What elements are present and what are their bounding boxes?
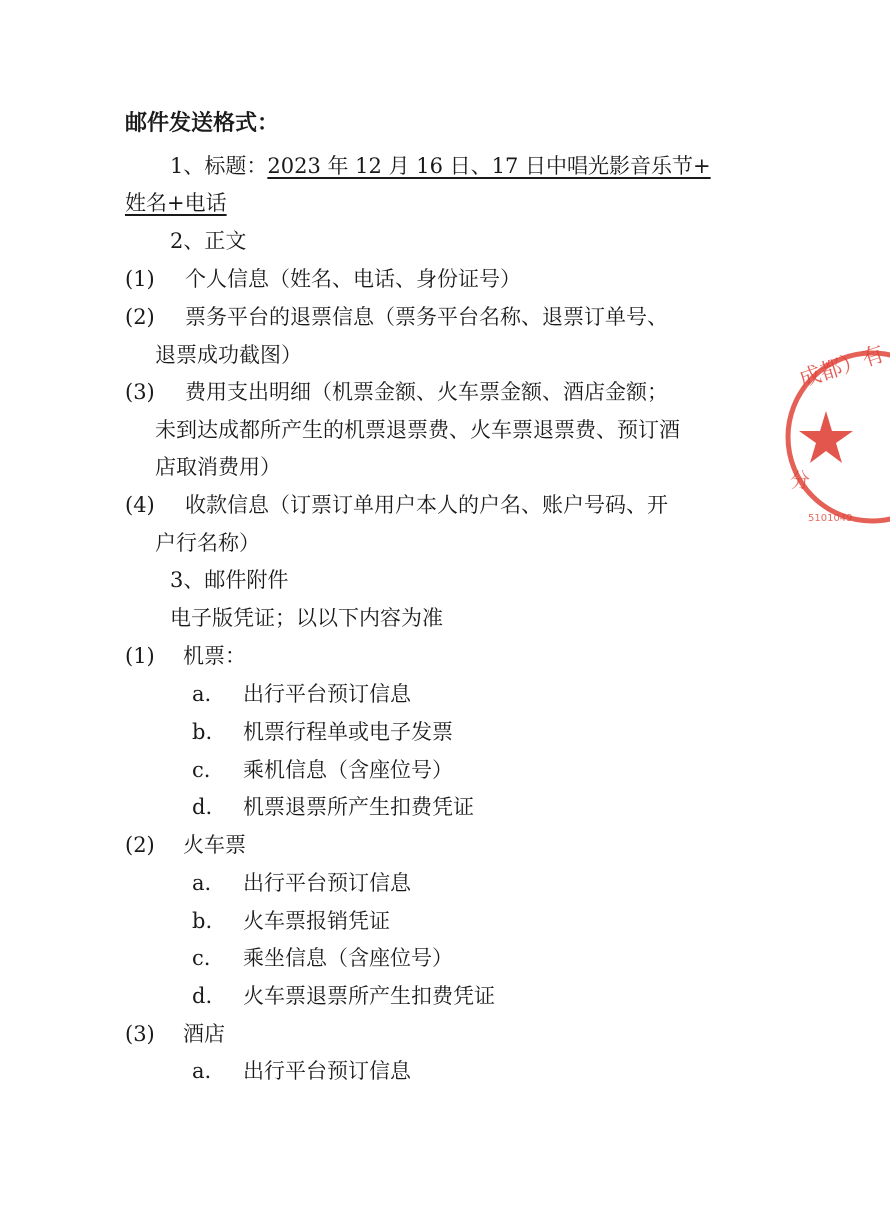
attach-group-2-item-b-text: 火车票报销凭证 (243, 909, 390, 933)
body-item-4-line-1: 收款信息（订票订单用户本人的户名、账户号码、开 (185, 493, 668, 517)
body-item-4-num: (4) (125, 493, 155, 517)
attach-group-2-num: (2) (125, 833, 155, 857)
body-label: 2、正文 (170, 229, 247, 253)
attach-group-1-num: (1) (125, 644, 155, 668)
attach-group-3-label: 酒店 (183, 1022, 225, 1046)
attach-group-1-item-c-letter: c. (192, 758, 211, 782)
attach-group-1-item-c-text: 乘机信息（含座位号） (243, 758, 453, 782)
title-prefix: 1、标题： (170, 154, 268, 178)
attach-group-1-item-a-letter: a. (192, 682, 212, 706)
attach-group-3-item-a-letter: a. (192, 1059, 212, 1083)
body-item-2-num: (2) (125, 305, 155, 329)
body-item-4-line-2: 户行名称） (155, 531, 260, 555)
attach-group-2-label: 火车票 (183, 833, 246, 857)
attach-group-2-item-c-text: 乘坐信息（含座位号） (243, 946, 453, 970)
body-item-1-line-1: 个人信息（姓名、电话、身份证号） (185, 267, 521, 291)
document-heading: 邮件发送格式： (125, 111, 280, 136)
title-underlined-1: 2023 年 12 月 16 日、17 日中唱光影音乐节+ (267, 154, 711, 178)
body-item-3-line-1: 费用支出明细（机票金额、火车票金额、酒店金额； (185, 380, 668, 404)
attach-group-2-item-c-letter: c. (192, 946, 211, 970)
attach-group-1-item-b-text: 机票行程单或电子发票 (243, 720, 453, 744)
attach-group-2-item-a-letter: a. (192, 871, 212, 895)
attach-group-1-item-d-letter: d. (192, 795, 213, 819)
attach-group-1-item-b-letter: b. (192, 720, 213, 744)
attach-group-2-item-b-letter: b. (192, 909, 213, 933)
official-seal-stamp (780, 341, 890, 530)
attach-group-1-item-d-text: 机票退票所产生扣费凭证 (243, 795, 474, 819)
body-item-3-line-3: 店取消费用） (155, 455, 281, 479)
attach-note: 电子版凭证；以以下内容为准 (170, 606, 443, 630)
body-item-2-line-2: 退票成功截图） (155, 343, 302, 367)
seal-code: 5101049 (808, 513, 853, 524)
body-item-1-num: (1) (125, 267, 155, 291)
body-item-3-line-2: 未到达成都所产生的机票退票费、火车票退票费、预订酒 (155, 418, 680, 442)
seal-star-icon (799, 411, 853, 463)
title-underlined-2: 姓名+电话 (125, 191, 227, 215)
seal-text-top: 成都）有 (796, 341, 888, 393)
attach-group-2-item-d-letter: d. (192, 984, 213, 1008)
attach-group-3-num: (3) (125, 1022, 155, 1046)
seal-text-side: 分 (790, 468, 810, 492)
title-line-1 (170, 152, 711, 180)
attach-group-1-item-a-text: 出行平台预订信息 (243, 682, 411, 706)
attach-group-1-label: 机票： (183, 644, 246, 668)
attach-group-3-item-a-text: 出行平台预订信息 (243, 1059, 411, 1083)
attach-group-2-item-a-text: 出行平台预订信息 (243, 871, 411, 895)
body-item-2-line-1: 票务平台的退票信息（票务平台名称、退票订单号、 (185, 305, 668, 329)
body-item-3-num: (3) (125, 380, 155, 404)
attach-label: 3、邮件附件 (170, 568, 289, 592)
attach-group-2-item-d-text: 火车票退票所产生扣费凭证 (243, 984, 495, 1008)
